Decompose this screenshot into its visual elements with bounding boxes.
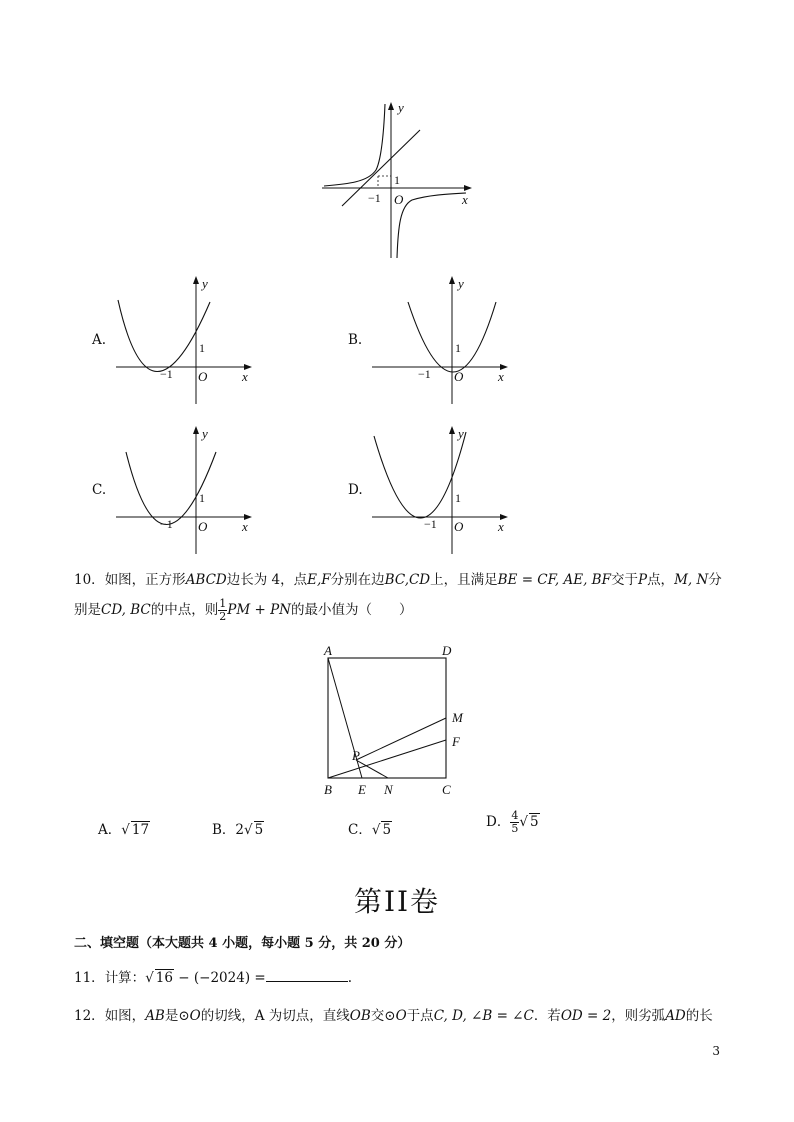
parabola-c [126, 452, 216, 525]
q10-text: 交于 [610, 572, 638, 588]
fraction-half [218, 598, 227, 623]
q11-expr: − (−2024) = [173, 970, 266, 986]
q10-text: 分 [708, 572, 722, 588]
q9-option-c-graph[interactable] [112, 422, 262, 557]
q11-line [74, 966, 352, 986]
x-label: x [242, 369, 248, 384]
q12-line [74, 1004, 713, 1024]
radical-sign: √ [145, 970, 154, 986]
q10-option-c[interactable] [348, 818, 392, 838]
radicand: 5 [529, 814, 539, 830]
math-cd: C, D, ∠B = ∠C [433, 1008, 534, 1024]
neg-one-label: −1 [160, 517, 173, 531]
math-ob: OB [349, 1008, 371, 1024]
label-n: N [384, 782, 393, 797]
y-label: y [458, 426, 464, 441]
q12-text: 于点 [406, 1008, 434, 1024]
label-e: E [358, 782, 366, 797]
q12-text: 的长 [685, 1008, 713, 1024]
origin-label: O [394, 192, 404, 207]
q12-text: 的切线，A 为切点，直线 [200, 1008, 350, 1024]
radicand: 5 [382, 822, 392, 838]
q10-text: 的最小值为（ ） [290, 602, 413, 618]
page-number: 3 [712, 1044, 720, 1058]
neg-one-label: −1 [160, 367, 173, 381]
coefficient: 2 [235, 822, 245, 838]
y-label: y [458, 276, 464, 291]
square-abcd [328, 658, 446, 778]
label-a: A [324, 643, 332, 658]
x-label: x [498, 519, 504, 534]
x-label: x [242, 519, 248, 534]
q9-option-b-letter[interactable]: B. [348, 332, 363, 348]
q9-main-figure [318, 98, 478, 263]
y-label: y [398, 100, 404, 115]
math-p: P [637, 572, 648, 588]
label-d: D [442, 643, 452, 658]
q9-option-c-letter[interactable]: C. [92, 482, 107, 498]
frac-den: 5 [511, 822, 519, 835]
q10-text: 分别在边 [330, 572, 385, 588]
y-axis-arrow [388, 102, 394, 110]
q10-number: 10． [74, 572, 105, 588]
neg-one-label: −1 [424, 517, 437, 531]
q12-text: 交⊙ [370, 1008, 396, 1024]
section-title: 第II卷 [353, 885, 441, 918]
label-m: M [452, 710, 463, 725]
one-label: 1 [394, 173, 400, 187]
option-letter: A． [98, 822, 122, 838]
q11-number: 11． [74, 970, 105, 986]
one-label: 1 [455, 341, 461, 355]
q11-end: . [347, 970, 352, 986]
answer-blank[interactable] [266, 969, 348, 982]
q9-option-d-graph[interactable] [368, 422, 518, 557]
radical-sign: √ [121, 822, 130, 838]
radicand: 5 [254, 822, 264, 838]
origin-label: O [454, 519, 464, 534]
frac-den: 2 [219, 610, 227, 623]
math-ab: AB [145, 1008, 165, 1024]
hyperbola-branch-right [397, 193, 466, 258]
q10-text: 的中点，则 [150, 602, 219, 618]
q10-text: 点， [647, 572, 675, 588]
math-o: O [189, 1008, 201, 1024]
math-mn: M, N [674, 572, 709, 588]
origin-label: O [198, 369, 208, 384]
fraction-four-fifths [510, 810, 519, 835]
q10-line-1 [74, 568, 722, 588]
q10-option-b[interactable] [212, 818, 264, 838]
q12-number: 12． [74, 1008, 105, 1024]
q10-line-2 [74, 598, 412, 623]
one-label: 1 [199, 491, 205, 505]
tangent-line [342, 130, 420, 206]
origin-label: O [454, 369, 464, 384]
frac-num: 4 [511, 809, 519, 822]
q10-text: 别是 [74, 602, 101, 618]
one-label: 1 [199, 341, 205, 355]
q9-option-a-letter[interactable]: A. [92, 332, 107, 348]
option-letter: B． [212, 822, 236, 838]
q10-square-figure [318, 640, 478, 800]
option-letter: D． [486, 814, 511, 830]
q10-option-d[interactable] [486, 810, 540, 835]
q10-option-a[interactable] [98, 818, 150, 838]
label-f: F [452, 734, 460, 749]
neg-one-label: −1 [418, 367, 431, 381]
label-c: C [442, 782, 451, 797]
q10-text: 如图，正方形 [104, 572, 186, 588]
q9-option-d-letter[interactable]: D. [348, 482, 363, 498]
option-letter: C． [348, 822, 372, 838]
radical-sign: √ [244, 822, 253, 838]
x-axis-arrow [464, 185, 472, 191]
neg-one-label: −1 [368, 191, 381, 205]
y-label: y [202, 426, 208, 441]
q10-text: 上，且满足 [430, 572, 498, 588]
math-cdbc: CD, BC [101, 602, 151, 618]
q12-text: ．若 [533, 1008, 561, 1024]
math-be-cf: BE = CF, AE, BF [497, 572, 611, 588]
origin-label: O [198, 519, 208, 534]
segment-pm [356, 718, 446, 760]
label-p: P [352, 748, 360, 763]
math-od: OD = 2 [560, 1008, 612, 1024]
label-b: B [324, 782, 332, 797]
math-ad: AD [665, 1008, 686, 1024]
q12-text: ，则劣弧 [611, 1008, 666, 1024]
math-o: O [395, 1008, 407, 1024]
math-ef: E,F [307, 572, 331, 588]
x-label: x [462, 192, 468, 207]
y-label: y [202, 276, 208, 291]
q11-text: 计算： [104, 970, 146, 986]
radicand: 16 [155, 970, 173, 986]
math-bccd: BC,CD [384, 572, 431, 588]
math-expr: PM + PN [227, 602, 291, 618]
math-abcd: ABCD [185, 572, 227, 588]
radicand: 17 [131, 822, 150, 838]
q10-text: 边长为 4，点 [226, 572, 308, 588]
x-label: x [498, 369, 504, 384]
frac-num: 1 [219, 597, 227, 610]
q12-text: 是⊙ [164, 1008, 190, 1024]
q12-text: 如图， [104, 1008, 146, 1024]
radical-sign: √ [371, 822, 381, 838]
one-label: 1 [455, 491, 461, 505]
radical-sign: √ [519, 814, 528, 830]
q9-option-b-graph[interactable] [368, 272, 518, 407]
section-heading: 二、填空题（本大题共 4 小题，每小题 5 分，共 20 分） [74, 936, 411, 951]
q9-option-a-graph[interactable] [112, 272, 262, 407]
